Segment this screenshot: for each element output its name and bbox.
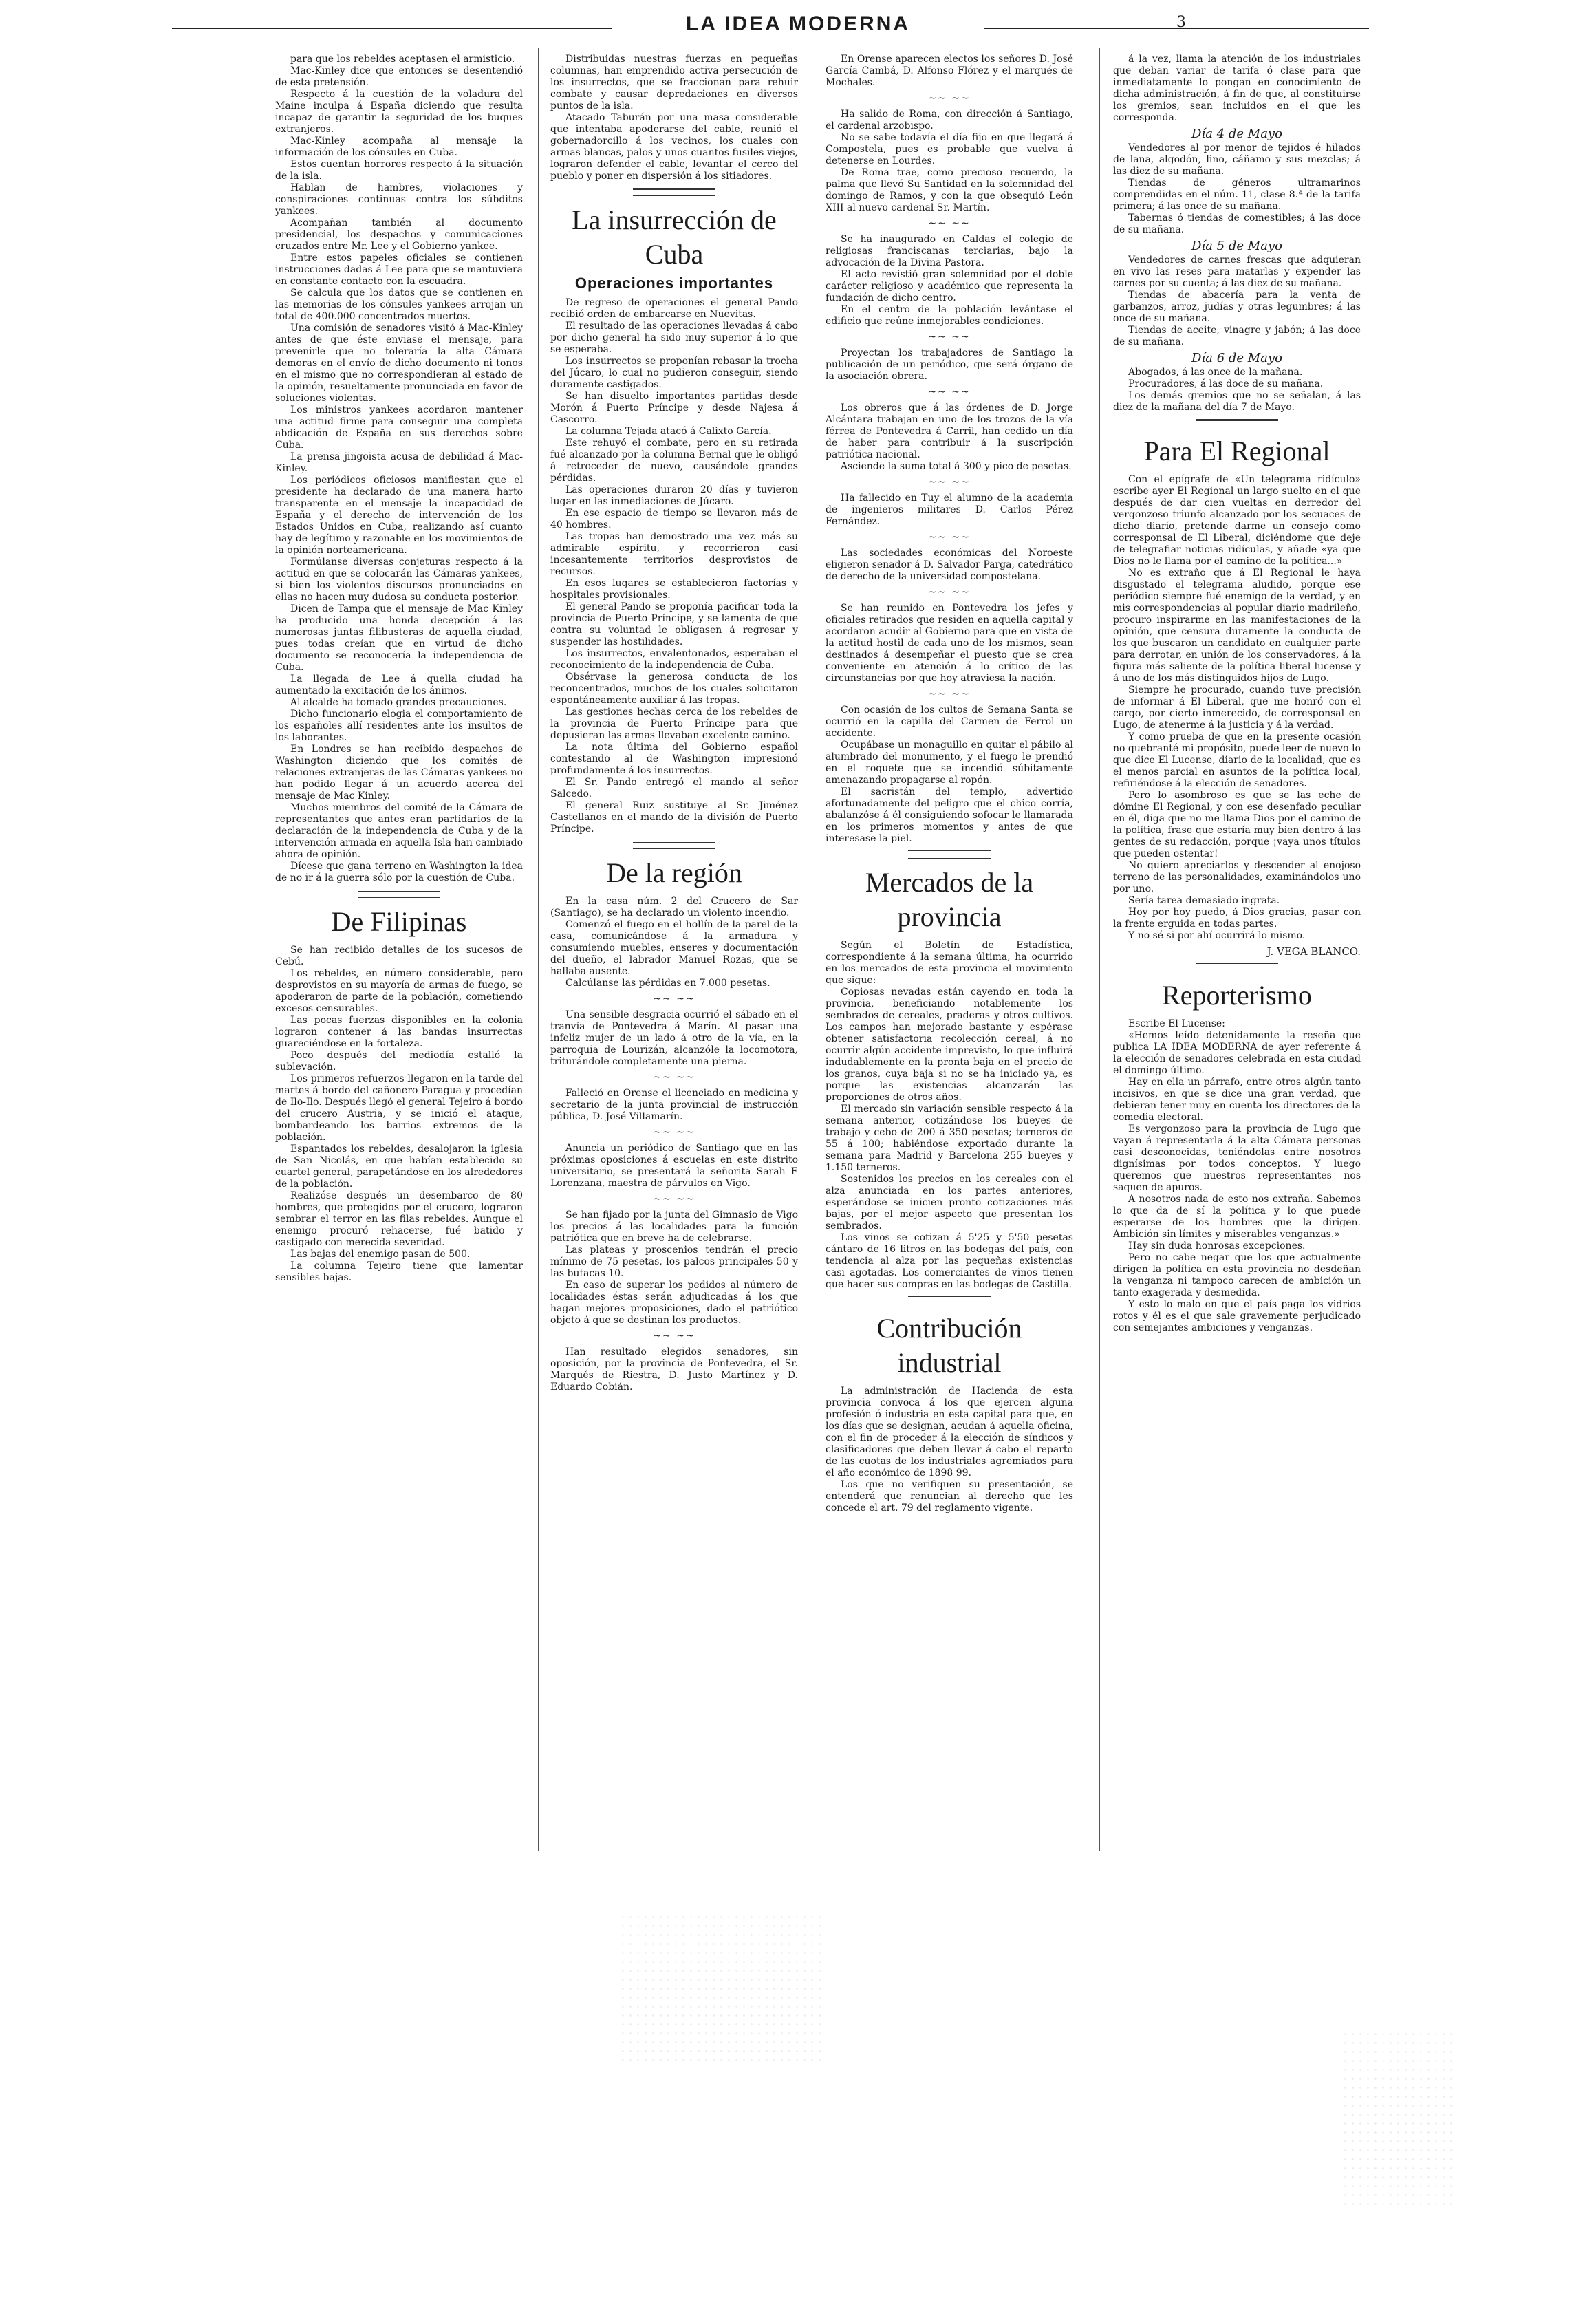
- paragraph: Hay sin duda honrosas excepciones.: [1128, 1240, 1306, 1251]
- paragraph: Una sensible desgracia ocurrió el sábado en el tranvía de Pontevedra á Marín. Al pasar una infeliz mujer de un lado á otro de la vía, en la parroquia de Lourizán, alcanzóle la locomotora, triturándole completamente una pierna.: [550, 1009, 798, 1067]
- paragraph: Se calcula que los datos que se contienen en las memorias de los cónsules yankees arrojan un total de 400.000 concentrados muertos.: [275, 288, 523, 322]
- paragraph: Una comisión de senadores visitó á Mac-Kinley antes de que éste enviase el mensaje, para prevenirle que no toleraría la alta Cámara demoras en el envío de dicho documento ni tonos en el mismo que no correspondieran al estado de la opinión, resueltamente pronunciada en favor de soluciones violentas.: [275, 323, 523, 404]
- section-heading: De la región: [606, 857, 742, 888]
- paragraph: Acompañan también al documento presidencial, los despachos y comunicaciones cruzados entre Mr. Lee y el Gobierno yankee.: [275, 217, 523, 252]
- paragraph: Se han reunido en Pontevedra los jefes y oficiales retirados que residen en aquella capital y acordaron acudir al Gobierno para que en vista de la actitud hostil de cada uno de los mismos, sean destinados á desempeñar el puesto que se crea conveniente en atención á lo crítico de las circunstancias por que hoy atraviesa la nación.: [826, 603, 1073, 684]
- paragraph: Los periódicos oficiosos manifiestan que el presidente ha declarado de una manera harto transparente en el mensaje la incapacidad de España y el derecho de intervención de los Estados Unidos en Cuba, realizando así cuanto hay de legítimo y razonable en los movimientos de la opinión norteamericana.: [275, 475, 523, 556]
- paragraph: Pero no cabe negar que los que actualmente dirigen la política en esta provincia no desdeñan la venganza ni tampoco carecen de ambición un tanto exagerada y desmedida.: [1113, 1252, 1361, 1298]
- paragraph: Dicen de Tampa que el mensaje de Mac Kinley ha producido una honda decepción á las numerosas juntas filibusteras de aquella ciudad, pues todas creían que en virtud de dicho documento se reconocería la independencia de Cuba.: [275, 603, 523, 673]
- paragraph: Muchos miembros del comité de la Cámara de representantes que antes eran partidarios de la declaración de la independencia de Cuba y de la intervención armada en aquella Isla han cambiado ahora de opinión.: [275, 802, 523, 860]
- paragraph: La nota última del Gobierno español contestando al de Washington impresionó profundamente á los insurrectos.: [550, 742, 798, 776]
- paragraph: Los obreros que á las órdenes de D. Jorge Alcántara trabajan en uno de los trozos de la vía férrea de Pontevedra á Carril, han cedido un día de haber para contribuir á la suscripción patriótica nacional.: [826, 402, 1073, 460]
- section-subheading: Operaciones importantes: [574, 275, 774, 292]
- paragraph: Los vinos se cotizan á 5'25 y 5'50 pesetas cántaro de 16 litros en las bodegas del país, con tendencia al alza por las pequeñas existencias casi agotadas. Los comerciantes de vinos tienen que hacer sus compras en las bodegas de Castilla.: [826, 1232, 1073, 1290]
- paragraph: Mac-Kinley acompaña al mensaje la información de los cónsules en Cuba.: [275, 136, 523, 158]
- paragraph: Al alcalde ha tomado grandes precauciones.: [290, 697, 507, 708]
- paragraph: Estos cuentan horrores respecto á la situación de la isla.: [275, 159, 523, 182]
- section-heading: Reporterismo: [1162, 980, 1312, 1011]
- paragraph: Atacado Taburán por una masa considerable que intentaba apoderarse del cable, reunió el gobernadorcillo á los vecinos, los cuales con armas blancas, palos y unos cuantos fusiles viejos, lograron defender el cable, levantar el cerco del pueblo y poner en dispersión á los sitiadores.: [550, 112, 798, 182]
- column-1: [275, 54, 523, 1842]
- paragraph: Vendedores de carnes frescas que adquieran en vivo las reses para matarlas y expender las carnes por su cuenta; á las diez de su mañana.: [1113, 255, 1361, 289]
- paragraph: á la vez, llama la atención de los industriales que deban variar de tarifa ó clase para que inmediatamente lo pongan en conocimiento de dicha administración, á fin de que, al constituirse los gremios, sean incluidos en el que les corresponda.: [1113, 54, 1361, 123]
- paragraph: Las sociedades económicas del Noroeste eligieron senador á D. Salvador Parga, catedrático de derecho de la universidad compostelana.: [826, 548, 1073, 582]
- paragraph: Las operaciones duraron 20 días y tuvieron lugar en las inmediaciones de Júcaro.: [550, 484, 798, 507]
- paragraph: Sería tarea demasiado ingrata.: [1128, 895, 1280, 906]
- paragraph: Pero lo asombroso es que se las eche de dómine El Regional, y con ese desenfado peculiar en él, diga que no me llama Dios por el camino de la política, frase que estaría muy bien dentro á las gentes de su redacción, porque ¡vaya unos títulos que pueden ostentar!: [1113, 790, 1361, 859]
- masthead: [144, 10, 1452, 40]
- paragraph: Y no sé si por ahí ocurrirá lo mismo.: [1128, 930, 1306, 941]
- paragraph: En Orense aparecen electos los señores D. José García Cambá, D. Alfonso Flórez y el marqués de Mochales.: [826, 54, 1073, 88]
- paragraph: Dícese que gana terreno en Washington la idea de no ir á la guerra sólo por la cuestión de Cuba.: [275, 861, 523, 883]
- paragraph: Según el Boletín de Estadística, correspondiente á la semana última, ha ocurrido en los mercados de esta provincia el movimiento que sigue:: [826, 940, 1073, 986]
- paragraph: Tiendas de aceite, vinagre y jabón; á las doce de su mañana.: [1113, 325, 1361, 347]
- paragraph: Ocupábase un monaguillo en quitar el pábilo al alumbrado del monumento, y el fuego le prendió en el roquete que se incendió súbitamente amenazando propagarse al ropón.: [826, 740, 1073, 786]
- paragraph: Procuradores, á las doce de su mañana.: [1128, 378, 1324, 389]
- section-heading: Contribución industrial: [876, 1313, 1022, 1378]
- paragraph: Los que no verifiquen su presentación, se entenderá que renuncian al derecho que les concede el art. 79 del reglamento vigente.: [826, 1479, 1073, 1514]
- print-speckle: [1341, 2030, 1452, 2208]
- ornament-divider: ~~ ~~: [928, 332, 971, 343]
- paragraph: Espantados los rebeldes, desalojaron la iglesia de San Nicolás, en que habían establecido su cuartel general, parapetándose en los alrededores de la población.: [275, 1143, 523, 1190]
- paragraph: Calcúlanse las pérdidas en 7.000 pesetas.: [565, 978, 770, 989]
- section-rule: [908, 1296, 991, 1304]
- paragraph: Vendedores al por menor de tejidos é hilados de lana, algodón, lino, cáñamo y sus mezclas; á las diez de su mañana.: [1113, 142, 1361, 177]
- paragraph: Los primeros refuerzos llegaron en la tarde del martes á bordo del cañonero Paragua y procedían de Ilo-Ilo. Después llegó el general Tejeiro á bordo del crucero Austria, y se inició el ataque, bombardeando los barrios extremos de la población.: [275, 1073, 523, 1143]
- paragraph: La columna Tejeiro tiene que lamentar sensibles bajas.: [275, 1260, 523, 1283]
- paragraph: Con ocasión de los cultos de Semana Santa se ocurrió en la capilla del Carmen de Ferrol un accidente.: [826, 705, 1073, 739]
- paragraph: Obsérvase la generosa conducta de los reconcentrados, muchos de los cuales solicitaron espontáneamente auxiliar á las tropas.: [550, 671, 798, 706]
- ornament-divider: ~~ ~~: [653, 1127, 695, 1138]
- paragraph: En Londres se han recibido despachos de Washington diciendo que los comités de relaciones extranjeras de las Cámaras yankees no han podido llegar á un acuerdo acerca del mensaje de Mac Kinley.: [275, 744, 523, 802]
- paragraph: Las gestiones hechas cerca de los rebeldes de la provincia de Puerto Príncipe para que depusieran las armas llevaban excelente camino.: [550, 707, 798, 741]
- paragraph: Ha salido de Roma, con dirección á Santiago, el cardenal arzobispo.: [826, 109, 1073, 131]
- paragraph: Las plateas y proscenios tendrán el precio mínimo de 75 pesetas, los palcos principales 50 y las butacas 10.: [550, 1245, 798, 1279]
- paragraph: Entre estos papeles oficiales se contienen instrucciones dadas á Lee para que se mantuviera en constante contacto con la escuadra.: [275, 252, 523, 287]
- section-rule: [1196, 963, 1278, 971]
- paragraph: Mac-Kinley dice que entonces se desentendió de esta pretensión.: [275, 65, 523, 88]
- paragraph: Hay en ella un párrafo, entre otros algún tanto incisivos, en que se dice una gran verdad, que debieran tener muy en cuenta los directores de la comedia electoral.: [1113, 1077, 1361, 1123]
- paragraph: En la casa núm. 2 del Crucero de Sar (Santiago), se ha declarado un violento incendio.: [550, 896, 798, 918]
- paragraph: El resultado de las operaciones llevadas á cabo por dicho general ha sido muy superior á lo que se esperaba.: [550, 321, 798, 355]
- paragraph: Tabernas ó tiendas de comestibles; á las doce de su mañana.: [1113, 213, 1361, 235]
- column-divider: [538, 48, 539, 1851]
- paragraph: Es vergonzoso para la provincia de Lugo que vayan á representarla á la alta Cámara personas casi desconocidas, teniéndolas entre nosotros dignísimas por todos conceptos. Y luego queremos que nuestros representantes nos saquen de apuros.: [1113, 1124, 1361, 1193]
- ornament-divider: ~~ ~~: [928, 689, 971, 700]
- page-number: 3: [1176, 14, 1186, 31]
- paragraph: Las tropas han demostrado una vez más su admirable espíritu, y recorrieron casi incesantemente territorios desprovistos de recursos.: [550, 531, 798, 577]
- paragraph: Ha fallecido en Tuy el alumno de la academia de ingenieros militares D. Carlos Pérez Fernández.: [826, 493, 1073, 527]
- paragraph: Proyectan los trabajadores de Santiago la publicación de un periódico, que será órgano de la asociación obrera.: [826, 347, 1073, 382]
- paragraph: Tiendas de géneros ultramarinos comprendidas en el núm. 11, clase 8.ª de la tarifa primera; á las once de su mañana.: [1113, 178, 1361, 212]
- section-heading: La insurrección de Cuba: [572, 204, 777, 270]
- ornament-divider: ~~ ~~: [928, 387, 971, 398]
- paragraph: Poco después del mediodía estalló la sublevación.: [275, 1050, 523, 1073]
- paragraph: La columna Tejada atacó á Calixto García.: [565, 426, 772, 437]
- paragraph: Dicho funcionario elogia el comportamiento de los españoles allí residentes ante los insultos de los laborantes.: [275, 709, 523, 743]
- paragraph: Formúlanse diversas conjeturas respecto á la actitud en que se colocarán las Cámaras yankees, si bien los violentos discursos pronunciados en ellas no hacen muy dudosa su conducta posterior.: [275, 557, 523, 603]
- column-2: [550, 54, 798, 1842]
- section-heading: De Filipinas: [331, 906, 467, 937]
- paragraph: En el centro de la población levántase el edificio que reúne inmejorables condiciones.: [826, 304, 1073, 327]
- paragraph: Las pocas fuerzas disponibles en la colonia lograron contener á las bandas insurrectas guareciéndose en la fortaleza.: [275, 1015, 523, 1049]
- paragraph: Los ministros yankees acordaron mantener una actitud firme para conseguir una completa abdicación de España en sus derechos sobre Cuba.: [275, 405, 523, 451]
- paragraph: Realizóse después un desembarco de 80 hombres, que protegidos por el crucero, lograron sembrar el terror en las filas rebeldes. Aunque el enemigo procuró rehacerse, fué batido y castigado con merecida severidad.: [275, 1190, 523, 1248]
- section-rule: [633, 188, 715, 196]
- paragraph: La prensa jingoista acusa de debilidad á Mac-Kinley.: [275, 451, 523, 474]
- paragraph: «Hemos leído detenidamente la reseña que publica LA IDEA MODERNA de ayer referente á la elección de senadores celebrada en esta ciudad el domingo último.: [1113, 1030, 1361, 1076]
- paragraph: Escribe El Lucense:: [1128, 1018, 1225, 1029]
- paragraph: para que los rebeldes aceptasen el armisticio.: [290, 54, 515, 65]
- paragraph: El general Pando se proponía pacificar toda la provincia de Puerto Príncipe, y se lamenta de que contra su voluntad le obligasen á regresar y suspender las hostilidades.: [550, 601, 798, 647]
- masthead-title: LA IDEA MODERNA: [685, 12, 911, 35]
- ornament-divider: ~~ ~~: [653, 1072, 695, 1083]
- paragraph: A nosotros nada de esto nos extraña. Sabemos lo que da de sí la política y lo que puede esperarse de los hombres que la dirigen. Ambición sin límites y miserables venganzas.»: [1113, 1194, 1361, 1240]
- paragraph: De Roma trae, como precioso recuerdo, la palma que llevó Su Santidad en la solemnidad del domingo de Ramos, y con la que obsequió León XIII al nuevo cardenal Sr. Martín.: [826, 167, 1073, 213]
- paragraph: Han resultado elegidos senadores, sin oposición, por la provincia de Pontevedra, el Sr. Marqués de Riestra, D. Justo Martínez y D. Eduardo Cobián.: [550, 1346, 798, 1393]
- paragraph: Los insurrectos, envalentonados, esperaban el reconocimiento de la independencia de Cuba.: [550, 648, 798, 671]
- ornament-divider: ~~ ~~: [928, 93, 971, 104]
- paragraph: No quiero apreciarlos y descender al enojoso terreno de las personalidades, examinándolos uno por uno.: [1113, 860, 1361, 894]
- paragraph: El mercado sin variación sensible respecto á la semana anterior, cotizándose los bueyes de trabajo y cebo de 200 á 350 pesetas; terneros de 55 á 100; habiéndose exportado durante la semana para Madrid y Barcelona 255 bueyes y 1.150 terneros.: [826, 1104, 1073, 1173]
- paragraph: El Sr. Pando entregó el mando al señor Salcedo.: [550, 777, 798, 799]
- paragraph: El sacristán del templo, advertido afortunadamente del peligro que el chico corría, abalanzóse á él consiguiendo sofocar le llamarada en los primeros momentos y antes de que interesase la piel.: [826, 786, 1073, 844]
- section-rule: [633, 841, 715, 849]
- paragraph: Y como prueba de que en la presente ocasión no quebranté mi propósito, puede leer de nuevo lo que dice El Lucense, diario de la localidad, que es el menos parcial en asuntos de la política local, refiriéndose á la elección de senadores.: [1113, 731, 1361, 789]
- ornament-divider: ~~ ~~: [653, 1194, 695, 1205]
- ornament-divider: ~~ ~~: [653, 993, 695, 1004]
- paragraph: Se han disuelto importantes partidas desde Morón á Puerto Príncipe y desde Najesa á Cascorro.: [550, 391, 798, 425]
- column-divider: [1099, 48, 1100, 1851]
- paragraph: Respecto á la cuestión de la voladura del Maine inculpa á España diciendo que resulta incapaz de garantir la seguridad de los buques extranjeros.: [275, 89, 523, 135]
- paragraph: Abogados, á las once de la mañana.: [1128, 367, 1303, 378]
- ornament-divider: ~~ ~~: [928, 587, 971, 598]
- paragraph: La administración de Hacienda de esta provincia convoca á los que ejercen alguna profesión ó industria en esta capital para que, en los días que se designan, acudan á aquella oficina, con el fin de proceder á la elección de síndicos y clasificadores que deben llevar á cabo el reparto de las cuotas de los industriales agremiados para el año económico de 1898 99.: [826, 1386, 1073, 1479]
- paragraph: Y esto lo malo en que el país paga los vidrios rotos y él es el que sale gravemente perjudicado con semejantes ambiciones y venganzas.: [1113, 1299, 1361, 1333]
- dateline: Día 5 de Mayo: [1191, 239, 1282, 253]
- section-heading: Mercados de la provincia: [865, 867, 1034, 932]
- section-rule: [908, 850, 991, 859]
- paragraph: Se han recibido detalles de los sucesos de Cebú.: [275, 945, 523, 967]
- section-rule: [1196, 419, 1278, 427]
- ornament-divider: ~~ ~~: [928, 218, 971, 229]
- paragraph: El acto revistió gran solemnidad por el doble carácter religioso y académico que representa la fundación de dicho centro.: [826, 269, 1073, 303]
- column-3: [826, 54, 1073, 1842]
- paragraph: La llegada de Lee á quella ciudad ha aumentado la excitación de los ánimos.: [275, 674, 523, 696]
- paragraph: Hablan de hambres, violaciones y conspiraciones continuas contra los súbditos yankees.: [275, 182, 523, 217]
- print-speckle: [619, 1913, 826, 2064]
- ornament-divider: ~~ ~~: [653, 1331, 695, 1342]
- dateline: Día 6 de Mayo: [1191, 351, 1282, 365]
- paragraph: Anuncia un periódico de Santiago que en las próximas oposiciones á escuelas en este distrito universitario, se presentará la señorita Sarah E Lorenzana, maestra de párvulos en Vigo.: [550, 1143, 798, 1189]
- section-rule: [358, 890, 440, 898]
- paragraph: El general Ruiz sustituye al Sr. Jiménez Castellanos en el mando de la división de Puerto Príncipe.: [550, 800, 798, 835]
- paragraph: No es extraño que á El Regional le haya disgustado el telegrama aludido, porque ese periódico siempre fué enemigo de la verdad, y en mis correspondencias al popular diario madrileño, procuro inspirarme en las manifestaciones de la opinión, que censura duramente la conducta de los que buscaron un candidato en cualquier parte para derrotar, en unión de los conservadores, á la figura más saliente de la política liberal lucense y á uno de los más distinguidos hijos de Lugo.: [1113, 568, 1361, 684]
- paragraph: Distribuidas nuestras fuerzas en pequeñas columnas, han emprendido activa persecución de los insurrectos, que se fraccionan para rehuir combate y causar depredaciones en diversos puntos de la isla.: [550, 54, 798, 111]
- paragraph: Los insurrectos se proponían rebasar la trocha del Júcaro, lo cual no pudieron conseguir, siendo duramente castigados.: [550, 356, 798, 390]
- paragraph: Tiendas de abacería para la venta de garbanzos, arroz, judías y otras legumbres; á las once de su mañana.: [1113, 290, 1361, 324]
- ornament-divider: ~~ ~~: [928, 477, 971, 488]
- paragraph: En esos lugares se establecieron factorías y hospitales provisionales.: [550, 578, 798, 601]
- paragraph: En caso de superar los pedidos al número de localidades éstas serán adjudicadas á los que hagan mejores proposiciones, dado el patriótico objeto á que se destinan los productos.: [550, 1280, 798, 1326]
- paragraph: Los demás gremios que no se señalan, á las diez de la mañana del día 7 de Mayo.: [1113, 390, 1361, 413]
- paragraph: Sostenidos los precios en los cereales con el alza anunciada en los partes anteriores, esperándose se inicien pronto cotizaciones más bajas, por el mejor aspecto que presentan los sembrados.: [826, 1174, 1073, 1232]
- paragraph: Con el epígrafe de «Un telegrama ridículo» escribe ayer El Regional un largo suelto en el que después de dar cien vueltas en derredor del vergonzoso triunfo alcanzado por los secuaces de dicho diario, pretende darme un consejo como corresponsal de El Liberal, diciéndome que deje de telegrafiar noticias ridículas, y añade «ya que Dios no le llama por el camino de la política...»: [1113, 474, 1361, 567]
- paragraph: En ese espacio de tiempo se llevaron más de 40 hombres.: [550, 508, 798, 530]
- paragraph: Falleció en Orense el licenciado en medicina y secretario de la junta provincial de instrucción pública, D. José Villamarín.: [550, 1088, 798, 1122]
- dateline: Día 4 de Mayo: [1191, 127, 1282, 141]
- signature: J. VEGA BLANCO.: [1266, 945, 1361, 958]
- paragraph: No se sabe todavía el día fijo en que llegará á Compostela, pues es probable que vuelva á detenerse en Lourdes.: [826, 132, 1073, 166]
- paragraph: Se ha inaugurado en Caldas el colegio de religiosas franciscanas terciarias, bajo la advocación de la Divina Pastora.: [826, 234, 1073, 268]
- paragraph: Las bajas del enemigo pasan de 500.: [290, 1249, 471, 1260]
- paragraph: De regreso de operaciones el general Pando recibió orden de embarcarse en Nuevitas.: [550, 297, 798, 320]
- paragraph: Se han fijado por la junta del Gimnasio de Vigo los precios á las localidades para la función patriótica que en breve ha de celebrarse.: [550, 1210, 798, 1244]
- column-4: [1113, 54, 1361, 1842]
- paragraph: Hoy por hoy puedo, á Dios gracias, pasar con la frente erguida en todas partes.: [1113, 907, 1361, 929]
- paragraph: Copiosas nevadas están cayendo en toda la provincia, beneficiando notablemente los sembrados de cereales, praderas y otros cultivos. Los campos han mejorado bastante y espérase obtener satisfactoria recolección cereal, á no ocurrir algún accidente imprevisto, lo que influirá indudablemente en la pronta baja en el precio de los granos, cuya baja si no se ha iniciado ya, es porque las existencias alcanzarán las proporciones de otros años.: [826, 987, 1073, 1103]
- ornament-divider: ~~ ~~: [928, 532, 971, 543]
- paragraph: Asciende la suma total á 300 y pico de pesetas.: [841, 461, 1072, 472]
- paragraph: Siempre he procurado, cuando tuve precisión de informar á El Liberal, que me honró con el cargo, por cierto inmerecido, de corresponsal en Lugo, de atenerme á la justicia y á la verdad.: [1113, 685, 1361, 731]
- paragraph: Este rehuyó el combate, pero en su retirada fué alcanzado por la columna Bernal que le obligó á retroceder de nuevo, causándole grandes pérdidas.: [550, 438, 798, 484]
- section-heading: Para El Regional: [1143, 436, 1330, 466]
- paragraph: Comenzó el fuego en el hollín de la parel de la casa, comunicándose á la armadura y consumiendo muebles, enseres y documentación del dueño, el labrador Manuel Rozas, que se hallaba ausente.: [550, 919, 798, 977]
- paragraph: Los rebeldes, en número considerable, pero desprovistos en su mayoría de armas de fuego, se apoderaron de parte de la población, cometiendo excesos censurables.: [275, 968, 523, 1014]
